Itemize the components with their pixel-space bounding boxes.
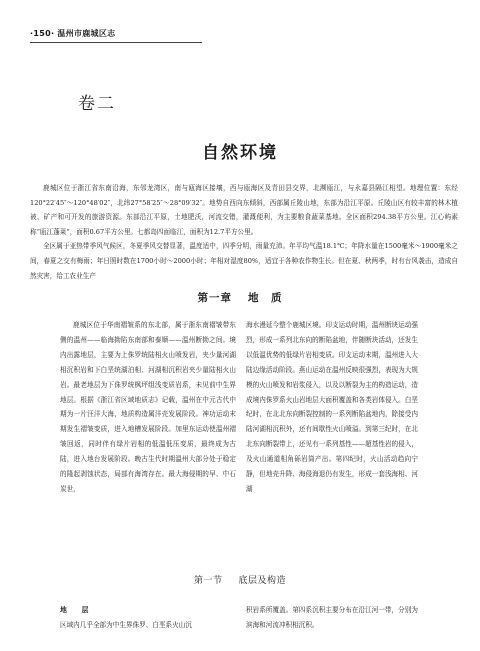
body-paragraph: 积岩系所覆盖。第四系沉积主要分布在沿江河一带，分别为滨海和河流冲积相沉积。 bbox=[246, 606, 418, 629]
intro-paragraph: 鹿城区位于浙江省东南沿海，东邻龙湾区，南与瓯海区接壤，西与瓯海区及青田县交界，北濒瓯江，与永嘉县隔江相望。地理位置：东经120°22′45″～120°48′02″，北纬27°58′25″～28°09′32″。地势自西向东倾斜，西部属丘陵山地，东部为沿江平原。丘陵山区有较丰富的林木植被、矿产和可开发的旅游资源。东部沿江平原，土地肥沃，河流交错，灌溉便利，为主要粮食蔬菜基地。全区面积294.38平方公里。江心屿素称“瓯江蓬莱”，面积0.67平方公里。七都岛四面临江，面积为12.7平方公里。 bbox=[30, 184, 458, 236]
body-paragraph: 鹿城区位于华南褶皱系的东北部，属于浙东南褶皱带东侧的温州——临海拗陷东南部和泰顺——温州断拗之间。境内出露地层，主要为上侏罗统陆相火山喷发岩，夹少量河湖相沉积岩和下白垩统湖泊相、河湖相沉积岩夹少量陆相火山岩。最老地层为下侏罗统枫坪组浅变质岩系，未见前中生界地层。根据《浙江省区域地质志》记载，温州在中元古代中期为一片汪洋大海，地质构造属洋壳发展阶段。神功运动末期发生褶皱变质，进入地槽发展阶段。加里东运动使温州褶皱回返，同时伴有绿片岩相的低温低压变质，最终成为古陆，进入地台发展阶段。晚古生代时期温州大部分处于稳定的隆起剥蚀状态，局部有海湾存在。最大海侵期的早、中石炭世， bbox=[60, 321, 236, 493]
running-head: ·150· 温州市鹿城区志 bbox=[30, 29, 116, 38]
body-column-right bbox=[246, 318, 418, 497]
volume-title: 自然环境 bbox=[202, 143, 278, 163]
subsection-text-right bbox=[246, 603, 418, 633]
body-paragraph: 海水漫延今整个鹿城区境。印支运动时期，温州断块运动强烈，形成一系列北东向的断陷盆地，伴随断块活动，还发生以低温优势的低绿片岩相变质。印支运动末期，温州进入大陆边缘活动阶段。燕山运动在温州反映很强烈，表现为大规模的火山喷发和岩浆侵入，以及以断裂为主的构造运动，造成境内侏罗系火山岩地层大面积覆盖和各类岩体侵入。白垩纪时，在北北东向断裂控制的一系列断陷盆地内，除接受内陆河湖相沉积外，还有间歇性火山喷溢。到第三纪时，在北北东向断裂带上，还见有一系列基性——超基性岩的侵入，及火山通道相角砾岩筒产出。第四纪时，火山活动趋向宁静，但地壳升降、海侵海退仍有发生，形成一套浅海相、河湖 bbox=[246, 321, 418, 493]
chapter-number: 第一章 bbox=[197, 292, 232, 304]
section-number: 第一节 bbox=[193, 576, 223, 586]
intro-paragraph: 全区属于亚热带季风气候区，冬夏季风交替显著，温度适中，四季分明，雨量充沛。年平均气温18.1℃；年降水量在1500毫米～1900毫米之间，春夏之交有梅雨；年日照时数在1700小时～2000小时；年相对湿度80%，适宜于各种农作物生长。但在夏、秋两季，时有台风袭击，造成自然灾害，给工农业生产 bbox=[30, 242, 458, 280]
intro-text bbox=[30, 181, 458, 283]
body-column-left bbox=[60, 318, 236, 497]
subsection-text-left: 区域内几乎全部为中生界侏罗、白垩系火山沉 bbox=[60, 621, 192, 629]
section-heading bbox=[0, 573, 480, 586]
chapter-heading bbox=[0, 290, 480, 305]
header-rule bbox=[30, 42, 202, 43]
chapter-title: 地 质 bbox=[248, 292, 283, 304]
section-title: 底层及构造 bbox=[238, 576, 287, 586]
volume-number: 卷二 bbox=[78, 94, 116, 114]
subsection-heading: 地 层 bbox=[60, 606, 93, 614]
